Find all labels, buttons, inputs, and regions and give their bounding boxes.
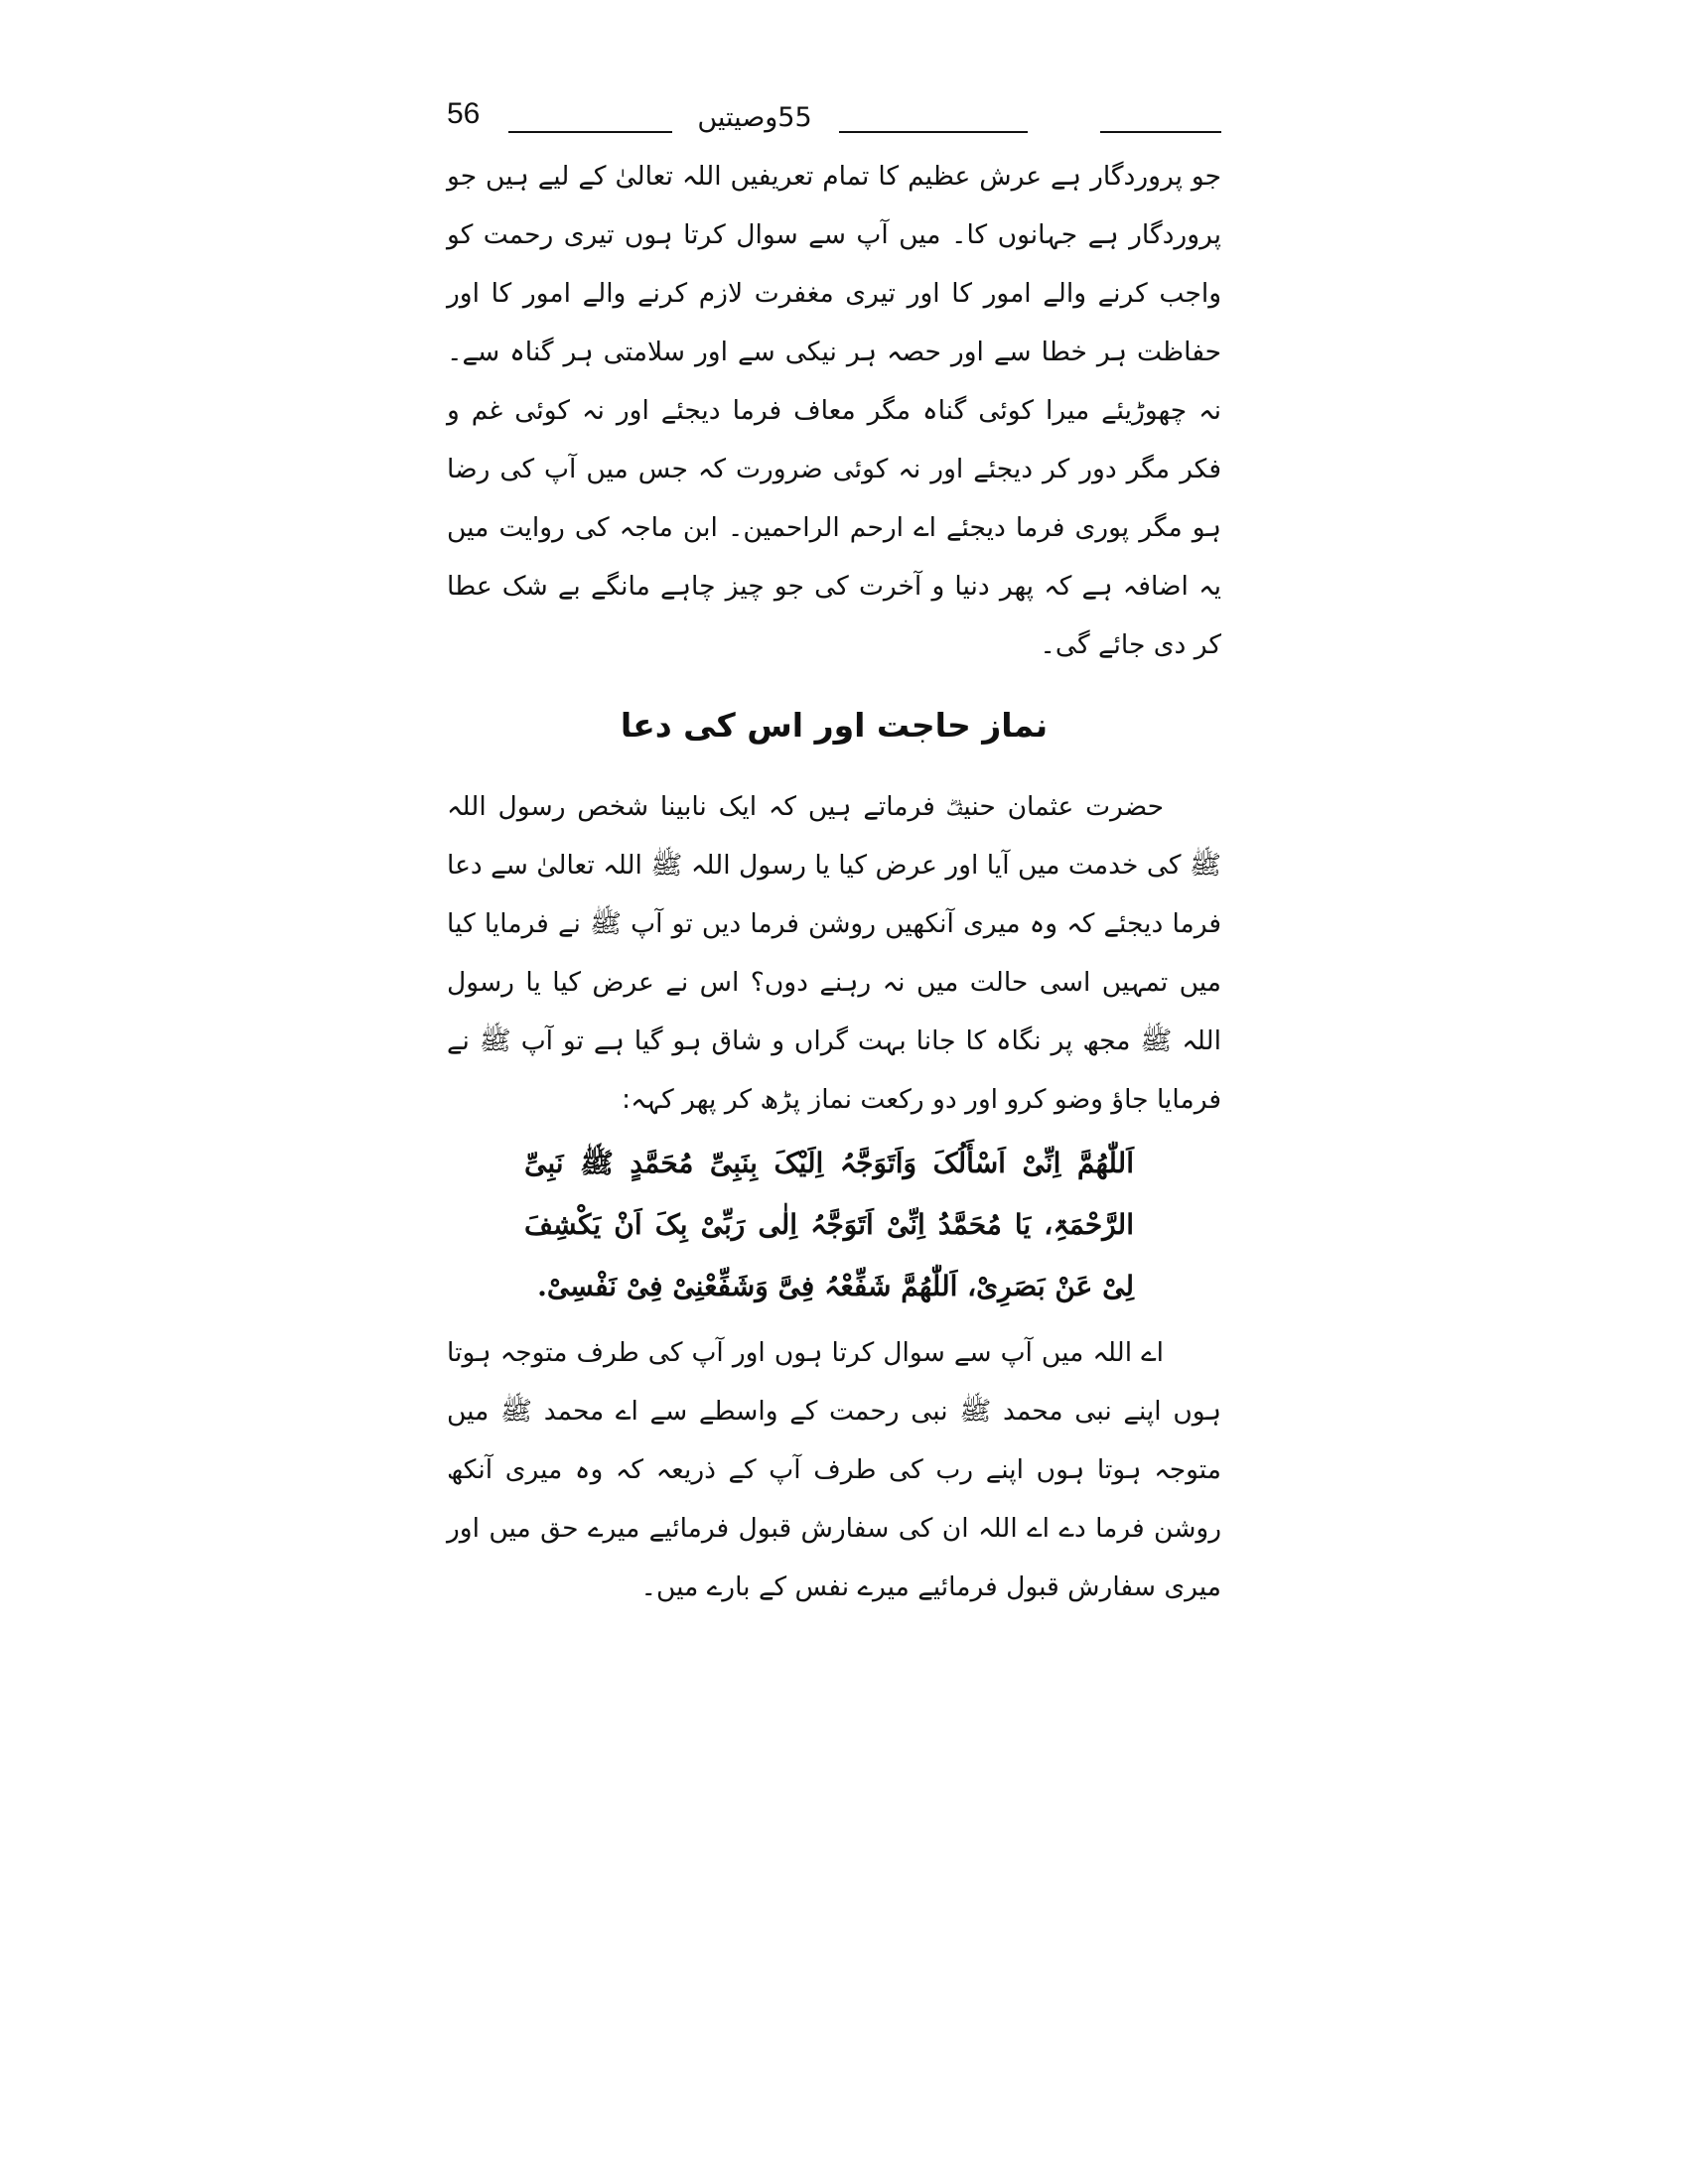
section-heading: نماز حاجت اور اس کی دعا (620, 706, 1049, 745)
page-number: 56 (447, 97, 481, 130)
body-paragraph: جو پروردگار ہے عرش عظیم کا تمام تعریفیں اللہ تعالیٰ کے لیے ہیں جو پروردگار ہے جہانوں کا۔ میں آپ سے سوال کرتا ہوں تیری رحمت کو واجب کرنے والے امور کا اور تیری مغفرت لازم کرنے والے امور کا اور حفاظت ہر خطا سے اور حصہ ہر نیکی سے اور سلامتی ہر گناہ سے۔ نہ چھوڑیئے میرا کوئی گناہ مگر معاف فرما دیجئے اور نہ کوئی غم و فکر مگر دور کر دیجئے اور نہ کوئی ضرورت کہ جس میں آپ کی رضا ہو مگر پوری فرما دیجئے اے ارحم الراحمین۔ ابن ماجہ کی روایت میں یہ اضافہ ہے کہ پھر دنیا و آخرت کی جو چیز چاہے مانگے بے شک عطا کر دی جائے گی۔ (447, 161, 1221, 660)
header-rule (508, 131, 672, 133)
header-rule (1100, 131, 1221, 133)
header-rule (839, 131, 1028, 133)
translation-paragraph: اے اللہ میں آپ سے سوال کرتا ہوں اور آپ کی طرف متوجہ ہوتا ہوں اپنے نبی محمد ﷺ نبی رحمت کے واسطے سے اے محمد ﷺ میں متوجہ ہوتا ہوں اپنے رب کی طرف آپ کے ذریعہ کہ وہ میری آنکھ روشن فرما دے اے اللہ ان کی سفارش قبول فرمائیے میرے حق میں اور میری سفارش قبول فرمائیے میرے نفس کے بارے میں۔ (447, 1337, 1221, 1602)
running-title: 55وصیتیں (697, 102, 812, 133)
page-body (447, 147, 1221, 1616)
narrative-paragraph: حضرت عثمان حنیفؓ فرماتے ہیں کہ ایک نابینا شخص رسول اللہ ﷺ کی خدمت میں آیا اور عرض کیا یا رسول اللہ ﷺ اللہ تعالیٰ سے دعا فرما دیجئے کہ وہ میری آنکھیں روشن فرما دیں تو آپ ﷺ نے فرمایا کیا میں تمہیں اسی حالت میں نہ رہنے دوں؟ اس نے عرض کیا یا رسول اللہ ﷺ مجھ پر نگاہ کا جانا بہت گراں و شاق ہو گیا ہے تو آپ ﷺ نے فرمایا جاؤ وضو کرو اور دو رکعت نماز پڑھ کر پھر کہہ: (447, 791, 1221, 1115)
arabic-dua: اَللّٰھُمَّ اِنِّیْ اَسْأَلُکَ وَاَتَوَجَّہُ اِلَیْکَ بِنَبِیِّ مُحَمَّدٍ ﷺ نَبِیِّ الرَّحْمَۃِ، یَا مُحَمَّدُ اِنِّیْ اَتَوَجَّہُ اِلٰی رَبِّیْ بِکَ اَنْ یَکْشِفَ لِیْ عَنْ بَصَرِیْ، اَللّٰھُمَّ شَفِّعْہُ فِیَّ وَشَفِّعْنِیْ فِیْ نَفْسِیْ. (524, 1147, 1134, 1302)
page-header (437, 97, 1221, 137)
